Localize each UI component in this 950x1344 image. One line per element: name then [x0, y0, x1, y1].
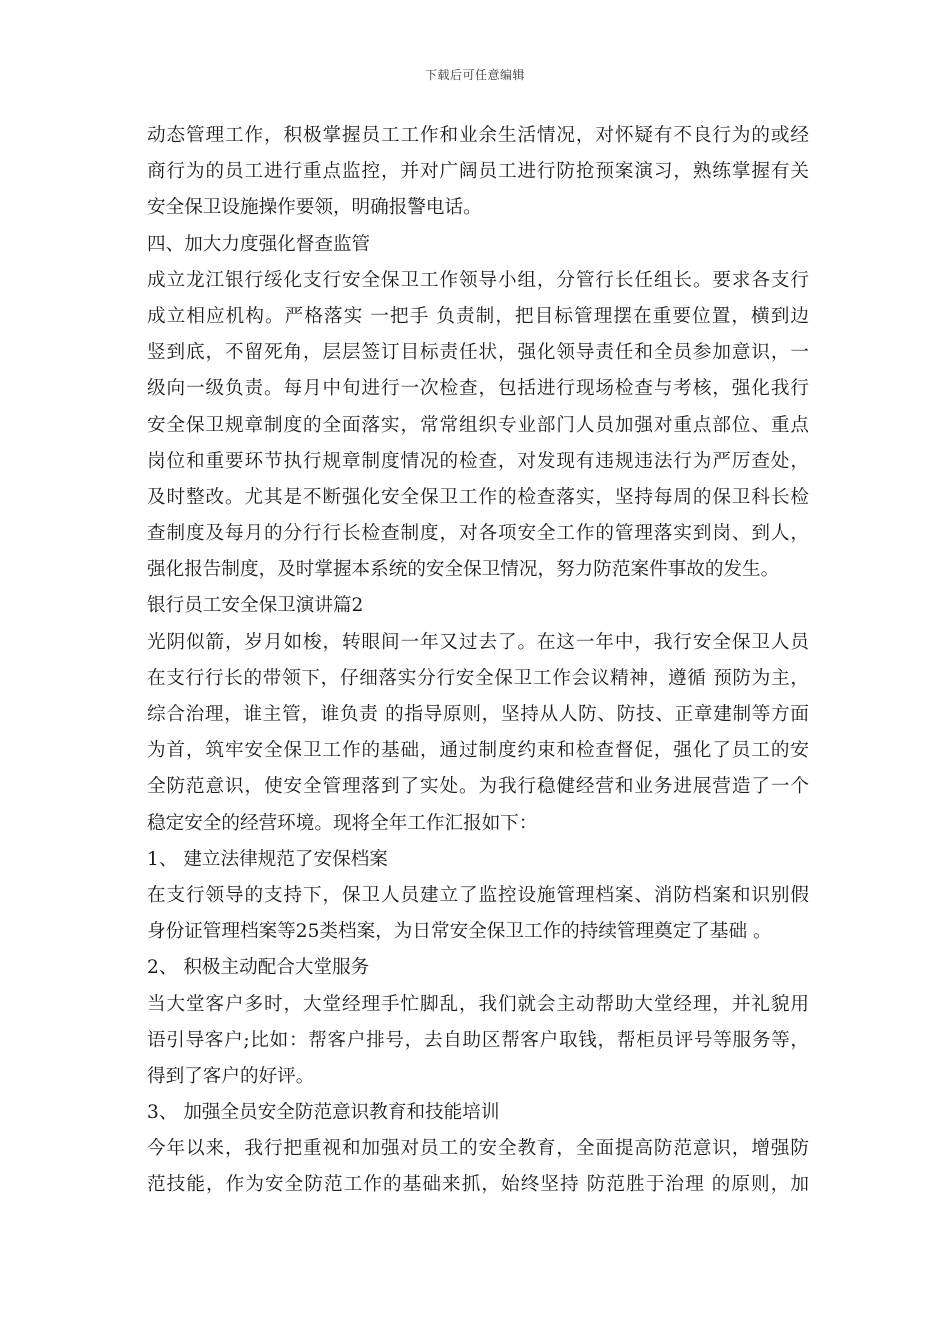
paragraph-line: 安全保卫规章制度的全面落实，常常组织专业部门人员加强对重点部位、重点	[147, 414, 809, 436]
paragraph-line: 得到了客户的好评。	[147, 1065, 315, 1087]
paragraph-line: 安全保卫设施操作要领，明确报警电话。	[147, 197, 482, 219]
paragraph-line: 综合治理，谁主管，谁负责 的指导原则，坚持从人防、防技、正章建制等方面	[147, 704, 809, 725]
paragraph-line: 稳定安全的经营环境。现将全年工作汇报如下：	[147, 812, 538, 834]
paragraph-line: 商行为的员工进行重点监控，并对广阔员工进行防抢预案演习，熟练掌握有关	[147, 161, 809, 183]
paragraph-line: 动态管理工作，积极掌握员工工作和业余生活情况，对怀疑有不良行为的或经	[147, 125, 809, 146]
paragraph-line: 查制度及每月的分行行长检查制度，对各项安全工作的管理落实到岗、到人，	[147, 523, 809, 545]
paragraph-line: 全防范意识，使安全管理落到了实处。为我行稳健经营和业务进展营造了一个	[147, 776, 809, 798]
paragraph-line: 为首，筑牢安全保卫工作的基础，通过制度约束和检查督促，强化了员工的安	[147, 740, 809, 762]
paragraph-line: 强化报告制度，及时掌握本系统的安全保卫情况，努力防范案件事故的发生。	[147, 559, 780, 581]
paragraph-line: 当大堂客户多时，大堂经理手忙脚乱，我们就会主动帮助大堂经理，并礼貌用	[147, 993, 809, 1015]
section-heading: 1、 建立法律规范了安保档案	[147, 848, 388, 870]
paragraph-line: 范技能，作为安全防范工作的基础来抓，始终坚持 防范胜于治理 的原则，加	[147, 1174, 809, 1196]
section-heading: 银行员工安全保卫演讲篇2	[147, 595, 364, 617]
paragraph-line: 在支行行长的带领下，仔细落实分行安全保卫工作会议精神，遵循 预防为主，	[147, 667, 809, 689]
section-heading: 四、加大力度强化督查监管	[147, 233, 371, 255]
paragraph-line: 在支行领导的支持下，保卫人员建立了监控设施管理档案、消防档案和识别假	[147, 884, 809, 906]
paragraph-line: 身份证管理档案等25类档案，为日常安全保卫工作的持续管理奠定了基础 。	[147, 921, 772, 943]
paragraph-line: 成立龙江银行绥化支行安全保卫工作领导小组，分管行长任组长。要求各支行	[147, 269, 809, 291]
page-header: 下载后可任意编辑	[424, 68, 525, 82]
document-body	[147, 118, 809, 1204]
paragraph-line: 成立相应机构。严格落实 一把手 负责制，把目标管理摆在重要位置，横到边	[147, 305, 809, 327]
paragraph-line: 级向一级负责。每月中旬进行一次检查，包括进行现场检查与考核，强化我行	[147, 378, 809, 400]
paragraph-line: 岗位和重要环节执行规章制度情况的检查，对发现有违规违法行为严厉查处，	[147, 450, 809, 472]
paragraph-line: 及时整改。尤其是不断强化安全保卫工作的检查落实，坚持每周的保卫科长检	[147, 486, 809, 508]
paragraph-line: 光阴似箭，岁月如梭，转眼间一年又过去了。在这一年中，我行安全保卫人员	[147, 631, 809, 653]
paragraph-line: 竖到底，不留死角，层层签订目标责任状，强化领导责任和全员参加意识，一	[147, 342, 809, 364]
paragraph-line: 今年以来，我行把重视和加强对员工的安全教育，全面提高防范意识，增强防	[147, 1138, 809, 1160]
paragraph-line: 语引导客户;比如：帮客户排号，去自助区帮客户取钱，帮柜员评号等服务等，	[147, 1029, 809, 1051]
section-heading: 3、 加强全员安全防范意识教育和技能培训	[147, 1102, 500, 1124]
section-heading: 2、 积极主动配合大堂服务	[147, 957, 370, 979]
